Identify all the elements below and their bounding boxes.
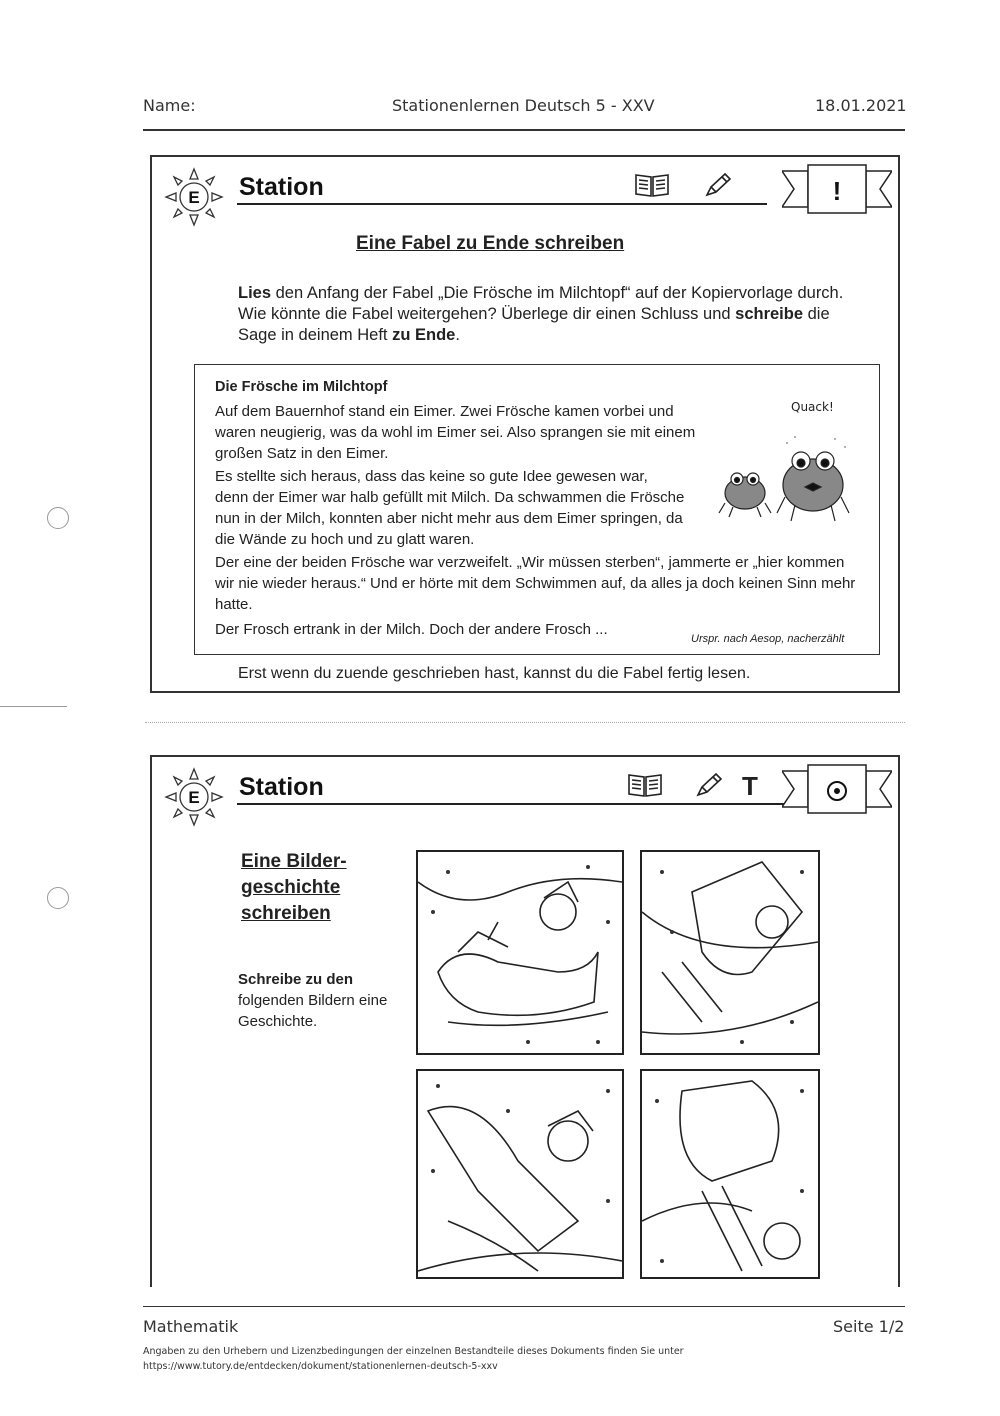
cut-line: [145, 722, 905, 723]
ribbon-banner: [782, 763, 892, 817]
keyword-schreibe: schreibe: [735, 305, 804, 323]
instructions-text: .: [455, 326, 460, 344]
document-date: 18.01.2021: [815, 96, 907, 115]
punch-hole-circle-icon: [47, 887, 69, 909]
quack-speech: Quack!: [791, 400, 834, 414]
fable-title: Die Frösche im Milchtopf: [215, 379, 388, 395]
book-icon: [627, 771, 663, 799]
fable-text-box: [194, 364, 880, 655]
station-instructions: [238, 283, 858, 346]
picture-story-frame-2: [640, 850, 820, 1055]
sun-badge-icon: [162, 165, 226, 229]
instructions-text: folgenden Bildern eine Geschichte.: [238, 992, 388, 1030]
license-credit: [143, 1344, 684, 1374]
sleigh-crashed-illustration: [642, 1071, 818, 1277]
sleigh-falling-illustration: [418, 1071, 622, 1277]
picture-story-frame-4: [640, 1069, 820, 1279]
instructions-bold: Schreibe zu den: [238, 971, 354, 988]
picture-story-frame-3: [416, 1069, 624, 1279]
keyword-zu-ende: zu Ende: [392, 326, 456, 344]
sleigh-tipping-illustration: [642, 852, 818, 1053]
station-note: Erst wenn du zuende geschrieben hast, kannst du die Fabel fertig lesen.: [238, 665, 751, 682]
station-label: Station: [239, 173, 324, 201]
footer-page-number: Seite 1/2: [833, 1317, 905, 1336]
station-title: Eine Bilder-geschichte schreiben: [241, 851, 347, 924]
fable-paragraph: Es stellte sich heraus, dass das keine so gute Idee gewesen war, denn der Eimer war halb gefüllt mit Milch. Da schwammen die Frösche nun in der Milch, konnten aber nicht mehr aus dem Eimer springen, da die Wände zu hoch und zu glatt waren.: [215, 468, 685, 548]
station-badge-letter: E: [188, 188, 200, 207]
station-label: Station: [239, 773, 324, 801]
fable-paragraph: Auf dem Bauernhof stand ein Eimer. Zwei Frösche kamen vorbei und waren neugierig, was da wohl im Eimer sei. Also sprangen sie mit einem großen Satz in den Eimer.: [215, 403, 696, 462]
station-rule: [237, 203, 767, 205]
fable-paragraph: Der eine der beiden Frösche war verzweifelt. „Wir müssen sterben“, jammerte er „hier kommen wir nie wieder heraus.“ Und er hörte mit dem Schwimmen auf, da alles ja doch keinen Sinn mehr hatte.: [215, 554, 856, 613]
header-divider: [143, 129, 905, 131]
station-card-fabel: [150, 155, 900, 693]
fable-paragraph: Der Frosch ertrank in der Milch. Doch der andere Frosch ...: [215, 621, 608, 638]
sleigh-illustration: [418, 852, 622, 1053]
frogs-illustration: [715, 425, 865, 525]
footer-subject: Mathematik: [143, 1317, 239, 1336]
station-instructions: [238, 969, 398, 1032]
pencil-icon: [694, 771, 724, 799]
instructions-text: die Sage in deinem Heft: [238, 305, 830, 344]
credit-text: Angaben zu den Urhebern und Lizenzbedingungen der einzelnen Bestandteile dieses Dokuments finden Sie unter: [143, 1346, 684, 1357]
picture-story-frame-1: [416, 850, 624, 1055]
ribbon-banner: [782, 163, 892, 217]
fold-mark: [0, 706, 67, 707]
punch-hole-circle-icon: [47, 507, 69, 529]
keyword-lies: Lies: [238, 284, 272, 302]
fable-source: Urspr. nach Aesop, nacherzählt: [691, 633, 845, 645]
document-title: Stationenlernen Deutsch 5 - XXV: [392, 96, 655, 115]
exclamation-flag: !: [832, 176, 842, 206]
station-card-bildergeschichte: [150, 755, 900, 1287]
sun-badge-icon: [162, 765, 226, 829]
instructions-text: den Anfang der Fabel „Die Frösche im Milchtopf“ auf der Kopiervorlage durch. Wie könnte die Fabel weitergehen? Überlege dir einen Schluss und: [238, 284, 844, 323]
book-icon: [634, 171, 670, 199]
pencil-icon: [703, 171, 733, 199]
text-type-letter: T: [742, 771, 758, 801]
name-label: Name:: [143, 96, 196, 115]
footer-divider: [143, 1306, 905, 1307]
station-badge-letter: E: [188, 788, 200, 807]
station-title: Eine Fabel zu Ende schreiben: [356, 233, 625, 254]
station-rule: [237, 803, 797, 805]
credit-link[interactable]: https://www.tutory.de/entdecken/dokument/stationenlernen-deutsch-5-xxv: [143, 1361, 498, 1372]
